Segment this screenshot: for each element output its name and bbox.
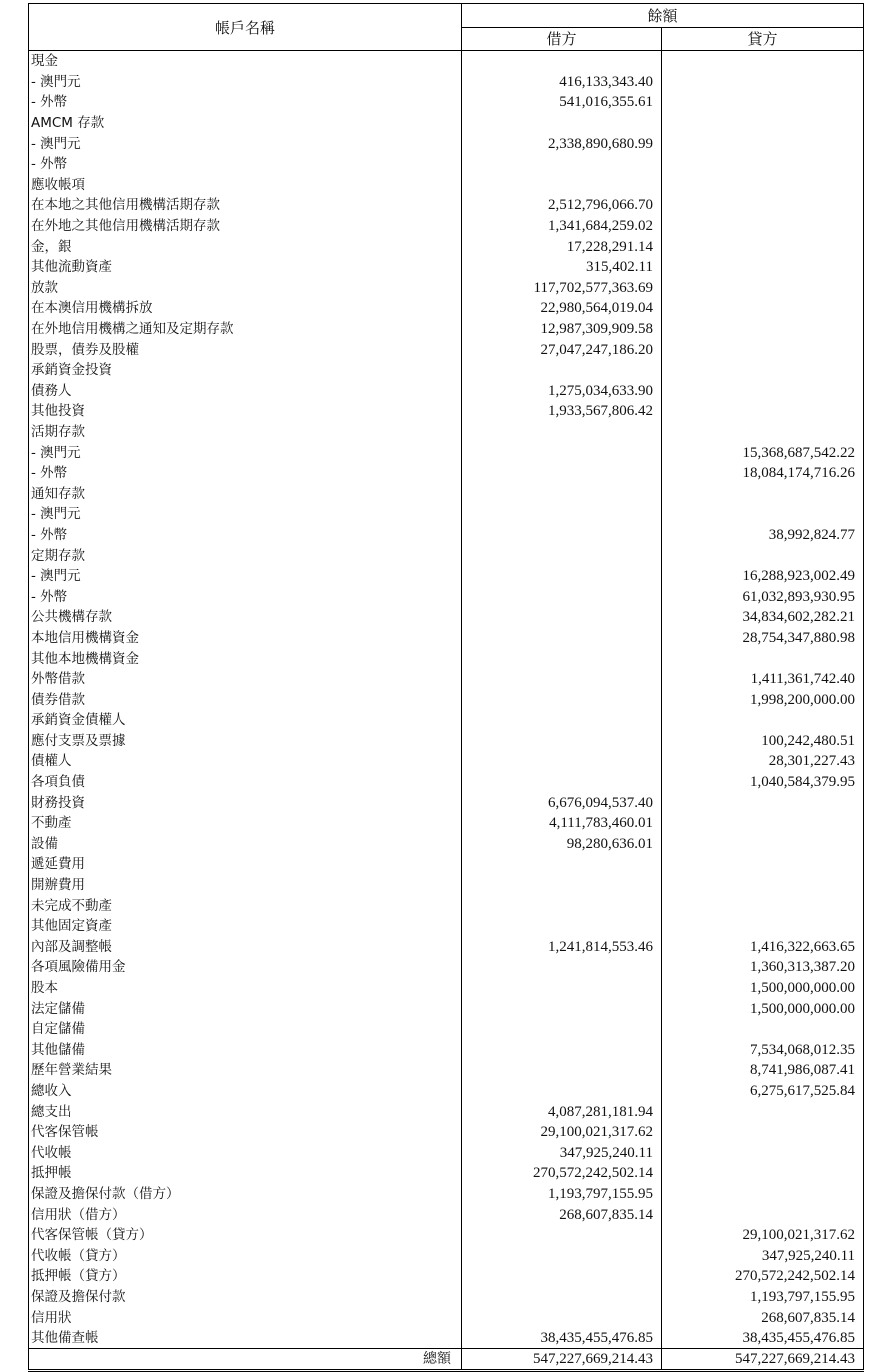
debit-amount-cell — [462, 957, 662, 978]
debit-amount-cell: 22,980,564,019.04 — [462, 298, 662, 319]
debit-amount-cell — [462, 1019, 662, 1040]
account-name-cell: 保證及擔保付款（借方） — [29, 1184, 462, 1205]
credit-amount-cell — [662, 236, 864, 257]
debit-amount-cell — [462, 916, 662, 937]
account-name-cell: 債權人 — [29, 751, 462, 772]
debit-amount-cell — [462, 854, 662, 875]
account-name-cell: 其他備查帳 — [29, 1328, 462, 1349]
credit-amount-cell — [662, 710, 864, 731]
trial-balance-table — [28, 3, 864, 1372]
credit-amount-cell — [662, 401, 864, 422]
debit-amount-cell — [462, 1081, 662, 1102]
account-name-cell: 代客保管帳（貸方） — [29, 1225, 462, 1246]
debit-amount-cell: 1,275,034,633.90 — [462, 381, 662, 402]
account-name-cell: 外幣借款 — [29, 669, 462, 690]
credit-amount-cell — [662, 133, 864, 154]
account-name-cell: 遞延費用 — [29, 854, 462, 875]
credit-amount-cell: 347,925,240.11 — [662, 1245, 864, 1266]
credit-amount-cell: 1,416,322,663.65 — [662, 937, 864, 958]
account-name-cell: 其他本地機構資金 — [29, 648, 462, 669]
table-header — [29, 4, 864, 51]
table-row — [29, 772, 864, 793]
table-row — [29, 1245, 864, 1266]
debit-amount-cell — [462, 566, 662, 587]
account-name-cell: 各項風險備用金 — [29, 957, 462, 978]
table-row — [29, 72, 864, 93]
credit-amount-cell — [662, 1184, 864, 1205]
table-row — [29, 937, 864, 958]
debit-amount-cell: 27,047,247,186.20 — [462, 339, 662, 360]
account-name-cell: 保證及擔保付款 — [29, 1287, 462, 1308]
table-row — [29, 133, 864, 154]
debit-amount-cell: 4,111,783,460.01 — [462, 813, 662, 834]
debit-amount-cell — [462, 51, 662, 72]
table-row — [29, 195, 864, 216]
table-row — [29, 1101, 864, 1122]
credit-amount-cell — [662, 92, 864, 113]
table-row — [29, 92, 864, 113]
debit-amount-cell — [462, 525, 662, 546]
credit-amount-cell — [662, 195, 864, 216]
debit-amount-cell — [462, 998, 662, 1019]
debit-amount-cell — [462, 1307, 662, 1328]
debit-amount-cell: 2,512,796,066.70 — [462, 195, 662, 216]
account-name-cell: 財務投資 — [29, 792, 462, 813]
debit-amount-cell — [462, 1060, 662, 1081]
debit-amount-cell: 270,572,242,502.14 — [462, 1163, 662, 1184]
credit-amount-cell: 6,275,617,525.84 — [662, 1081, 864, 1102]
account-name-cell: 抵押帳（貸方） — [29, 1266, 462, 1287]
credit-amount-cell: 1,193,797,155.95 — [662, 1287, 864, 1308]
credit-amount-cell: 7,534,068,012.35 — [662, 1040, 864, 1061]
debit-amount-cell — [462, 360, 662, 381]
debit-amount-cell — [462, 1266, 662, 1287]
table-row — [29, 689, 864, 710]
credit-amount-cell — [662, 916, 864, 937]
credit-header: 貸方 — [662, 27, 864, 51]
table-row — [29, 1184, 864, 1205]
debit-amount-cell — [462, 113, 662, 134]
debit-amount-cell: 29,100,021,317.62 — [462, 1122, 662, 1143]
table-row — [29, 257, 864, 278]
credit-amount-cell — [662, 792, 864, 813]
table-row — [29, 916, 864, 937]
account-name-cell: 未完成不動產 — [29, 895, 462, 916]
account-name-cell: 活期存款 — [29, 422, 462, 443]
table-row — [29, 566, 864, 587]
debit-amount-cell — [462, 875, 662, 896]
debit-amount-cell: 38,435,455,476.85 — [462, 1328, 662, 1349]
debit-amount-cell: 315,402.11 — [462, 257, 662, 278]
account-name-cell: 股本 — [29, 978, 462, 999]
table-row — [29, 298, 864, 319]
account-name-cell: 開辦費用 — [29, 875, 462, 896]
total-credit: 547,227,669,214.43 — [662, 1349, 864, 1371]
credit-amount-cell — [662, 278, 864, 299]
debit-header: 借方 — [462, 27, 662, 51]
account-name-cell: 債券借款 — [29, 689, 462, 710]
account-name-cell: 公共機構存款 — [29, 607, 462, 628]
debit-amount-cell — [462, 422, 662, 443]
account-name-cell: 代客保管帳 — [29, 1122, 462, 1143]
table-row — [29, 545, 864, 566]
debit-amount-cell — [462, 710, 662, 731]
debit-amount-cell: 4,087,281,181.94 — [462, 1101, 662, 1122]
table-row — [29, 175, 864, 196]
debit-amount-cell — [462, 463, 662, 484]
debit-amount-cell — [462, 442, 662, 463]
credit-amount-cell: 1,500,000,000.00 — [662, 998, 864, 1019]
account-name-cell: - 澳門元 — [29, 72, 462, 93]
account-name-cell: 總支出 — [29, 1101, 462, 1122]
total-debit: 547,227,669,214.43 — [462, 1349, 662, 1371]
credit-amount-cell: 28,754,347,880.98 — [662, 628, 864, 649]
account-name-cell: - 外幣 — [29, 586, 462, 607]
debit-amount-cell: 12,987,309,909.58 — [462, 319, 662, 340]
account-rows — [29, 51, 864, 1349]
table-footer — [29, 1349, 864, 1371]
account-name-cell: 信用狀（借方） — [29, 1204, 462, 1225]
table-row — [29, 1225, 864, 1246]
debit-amount-cell: 347,925,240.11 — [462, 1142, 662, 1163]
account-name-cell: AMCM 存款 — [29, 113, 462, 134]
credit-amount-cell — [662, 257, 864, 278]
debit-amount-cell — [462, 154, 662, 175]
account-name-cell: - 澳門元 — [29, 566, 462, 587]
credit-amount-cell — [662, 895, 864, 916]
account-name-cell: 應收帳項 — [29, 175, 462, 196]
total-label: 總額 — [29, 1349, 462, 1371]
table-row — [29, 731, 864, 752]
table-row — [29, 875, 864, 896]
account-name-cell: 其他儲備 — [29, 1040, 462, 1061]
table-row — [29, 1307, 864, 1328]
debit-amount-cell: 1,241,814,553.46 — [462, 937, 662, 958]
credit-amount-cell: 1,998,200,000.00 — [662, 689, 864, 710]
debit-amount-cell: 416,133,343.40 — [462, 72, 662, 93]
table-row — [29, 401, 864, 422]
table-row — [29, 216, 864, 237]
table-row — [29, 895, 864, 916]
table-row — [29, 1081, 864, 1102]
debit-amount-cell — [462, 504, 662, 525]
table-row — [29, 113, 864, 134]
debit-amount-cell — [462, 895, 662, 916]
table-row — [29, 360, 864, 381]
account-name-cell: 定期存款 — [29, 545, 462, 566]
account-name-cell: 通知存款 — [29, 483, 462, 504]
account-name-cell: 現金 — [29, 51, 462, 72]
account-name-cell: 信用狀 — [29, 1307, 462, 1328]
table-row — [29, 710, 864, 731]
table-row — [29, 648, 864, 669]
table-row — [29, 483, 864, 504]
table-row — [29, 1060, 864, 1081]
debit-amount-cell: 17,228,291.14 — [462, 236, 662, 257]
table-row — [29, 1266, 864, 1287]
total-row — [29, 1349, 864, 1371]
table-row — [29, 1204, 864, 1225]
account-name-cell: - 外幣 — [29, 154, 462, 175]
table-row — [29, 751, 864, 772]
debit-amount-cell — [462, 751, 662, 772]
account-name-cell: 歷年營業結果 — [29, 1060, 462, 1081]
table-row — [29, 834, 864, 855]
debit-amount-cell — [462, 1225, 662, 1246]
table-row — [29, 1163, 864, 1184]
table-row — [29, 957, 864, 978]
account-name-cell: 應付支票及票據 — [29, 731, 462, 752]
account-name-cell: 代收帳 — [29, 1142, 462, 1163]
debit-amount-cell — [462, 175, 662, 196]
credit-amount-cell — [662, 360, 864, 381]
credit-amount-cell — [662, 72, 864, 93]
table-row — [29, 525, 864, 546]
credit-amount-cell: 1,040,584,379.95 — [662, 772, 864, 793]
table-row — [29, 792, 864, 813]
account-name-cell: 不動產 — [29, 813, 462, 834]
credit-amount-cell — [662, 483, 864, 504]
account-name-header: 帳戶名稱 — [29, 4, 462, 51]
credit-amount-cell — [662, 113, 864, 134]
table-row — [29, 339, 864, 360]
debit-amount-cell: 1,193,797,155.95 — [462, 1184, 662, 1205]
credit-amount-cell — [662, 1019, 864, 1040]
debit-amount-cell — [462, 772, 662, 793]
account-name-cell: - 外幣 — [29, 463, 462, 484]
credit-amount-cell: 34,834,602,282.21 — [662, 607, 864, 628]
credit-amount-cell: 28,301,227.43 — [662, 751, 864, 772]
debit-amount-cell — [462, 1245, 662, 1266]
credit-amount-cell — [662, 154, 864, 175]
account-name-cell: - 外幣 — [29, 525, 462, 546]
credit-amount-cell — [662, 813, 864, 834]
credit-amount-cell: 16,288,923,002.49 — [662, 566, 864, 587]
table-row — [29, 422, 864, 443]
table-row — [29, 1287, 864, 1308]
table-row — [29, 1142, 864, 1163]
debit-amount-cell: 1,933,567,806.42 — [462, 401, 662, 422]
credit-amount-cell — [662, 1101, 864, 1122]
credit-amount-cell — [662, 504, 864, 525]
table-row — [29, 381, 864, 402]
credit-amount-cell — [662, 339, 864, 360]
debit-amount-cell — [462, 1287, 662, 1308]
debit-amount-cell — [462, 545, 662, 566]
credit-amount-cell: 100,242,480.51 — [662, 731, 864, 752]
credit-amount-cell: 1,411,361,742.40 — [662, 669, 864, 690]
account-name-cell: 總收入 — [29, 1081, 462, 1102]
table-row — [29, 278, 864, 299]
credit-amount-cell — [662, 834, 864, 855]
account-name-cell: 承銷資金投資 — [29, 360, 462, 381]
account-name-cell: 代收帳（貸方） — [29, 1245, 462, 1266]
credit-amount-cell: 270,572,242,502.14 — [662, 1266, 864, 1287]
credit-amount-cell — [662, 1122, 864, 1143]
debit-amount-cell: 117,702,577,363.69 — [462, 278, 662, 299]
table-row — [29, 813, 864, 834]
balance-header: 餘額 — [462, 4, 864, 28]
trial-balance-sheet — [28, 3, 863, 1372]
credit-amount-cell — [662, 545, 864, 566]
account-name-cell: 承銷資金債權人 — [29, 710, 462, 731]
debit-amount-cell: 1,341,684,259.02 — [462, 216, 662, 237]
credit-amount-cell — [662, 422, 864, 443]
credit-amount-cell — [662, 648, 864, 669]
debit-amount-cell — [462, 669, 662, 690]
account-name-cell: 本地信用機構資金 — [29, 628, 462, 649]
debit-amount-cell — [462, 628, 662, 649]
account-name-cell: 自定儲備 — [29, 1019, 462, 1040]
credit-amount-cell — [662, 1142, 864, 1163]
credit-amount-cell — [662, 51, 864, 72]
account-name-cell: 法定儲備 — [29, 998, 462, 1019]
account-name-cell: 放款 — [29, 278, 462, 299]
table-row — [29, 978, 864, 999]
table-row — [29, 669, 864, 690]
credit-amount-cell — [662, 875, 864, 896]
credit-amount-cell — [662, 298, 864, 319]
credit-amount-cell: 268,607,835.14 — [662, 1307, 864, 1328]
account-name-cell: 其他投資 — [29, 401, 462, 422]
credit-amount-cell — [662, 1204, 864, 1225]
debit-amount-cell: 6,676,094,537.40 — [462, 792, 662, 813]
debit-amount-cell — [462, 1040, 662, 1061]
credit-amount-cell: 1,360,313,387.20 — [662, 957, 864, 978]
debit-amount-cell — [462, 978, 662, 999]
account-name-cell: 其他流動資產 — [29, 257, 462, 278]
debit-amount-cell — [462, 689, 662, 710]
table-row — [29, 586, 864, 607]
account-name-cell: - 澳門元 — [29, 133, 462, 154]
table-row — [29, 1019, 864, 1040]
account-name-cell: 在本澳信用機構拆放 — [29, 298, 462, 319]
debit-amount-cell — [462, 648, 662, 669]
account-name-cell: 金，銀 — [29, 236, 462, 257]
table-row — [29, 442, 864, 463]
credit-amount-cell: 61,032,893,930.95 — [662, 586, 864, 607]
table-row — [29, 854, 864, 875]
account-name-cell: 債務人 — [29, 381, 462, 402]
debit-amount-cell: 2,338,890,680.99 — [462, 133, 662, 154]
table-row — [29, 463, 864, 484]
table-row — [29, 998, 864, 1019]
table-row — [29, 1040, 864, 1061]
credit-amount-cell — [662, 216, 864, 237]
account-name-cell: 抵押帳 — [29, 1163, 462, 1184]
credit-amount-cell: 1,500,000,000.00 — [662, 978, 864, 999]
table-row — [29, 607, 864, 628]
debit-amount-cell: 541,016,355.61 — [462, 92, 662, 113]
debit-amount-cell: 268,607,835.14 — [462, 1204, 662, 1225]
table-row — [29, 1328, 864, 1349]
debit-amount-cell — [462, 586, 662, 607]
debit-amount-cell — [462, 483, 662, 504]
credit-amount-cell — [662, 319, 864, 340]
table-row — [29, 504, 864, 525]
table-row — [29, 154, 864, 175]
account-name-cell: - 外幣 — [29, 92, 462, 113]
account-name-cell: 在外地之其他信用機構活期存款 — [29, 216, 462, 237]
credit-amount-cell — [662, 1163, 864, 1184]
account-name-cell: 在外地信用機構之通知及定期存款 — [29, 319, 462, 340]
table-row — [29, 1122, 864, 1143]
credit-amount-cell: 15,368,687,542.22 — [662, 442, 864, 463]
debit-amount-cell — [462, 731, 662, 752]
credit-amount-cell: 38,435,455,476.85 — [662, 1328, 864, 1349]
credit-amount-cell — [662, 175, 864, 196]
account-name-cell: - 澳門元 — [29, 504, 462, 525]
table-row — [29, 51, 864, 72]
account-name-cell: - 澳門元 — [29, 442, 462, 463]
credit-amount-cell — [662, 854, 864, 875]
debit-amount-cell — [462, 607, 662, 628]
account-name-cell: 內部及調整帳 — [29, 937, 462, 958]
account-name-cell: 其他固定資產 — [29, 916, 462, 937]
credit-amount-cell: 8,741,986,087.41 — [662, 1060, 864, 1081]
account-name-cell: 各項負債 — [29, 772, 462, 793]
credit-amount-cell — [662, 381, 864, 402]
table-row — [29, 319, 864, 340]
credit-amount-cell: 38,992,824.77 — [662, 525, 864, 546]
credit-amount-cell: 18,084,174,716.26 — [662, 463, 864, 484]
account-name-cell: 在本地之其他信用機構活期存款 — [29, 195, 462, 216]
credit-amount-cell: 29,100,021,317.62 — [662, 1225, 864, 1246]
account-name-cell: 股票，債券及股權 — [29, 339, 462, 360]
table-row — [29, 236, 864, 257]
debit-amount-cell: 98,280,636.01 — [462, 834, 662, 855]
account-name-cell: 設備 — [29, 834, 462, 855]
table-row — [29, 628, 864, 649]
